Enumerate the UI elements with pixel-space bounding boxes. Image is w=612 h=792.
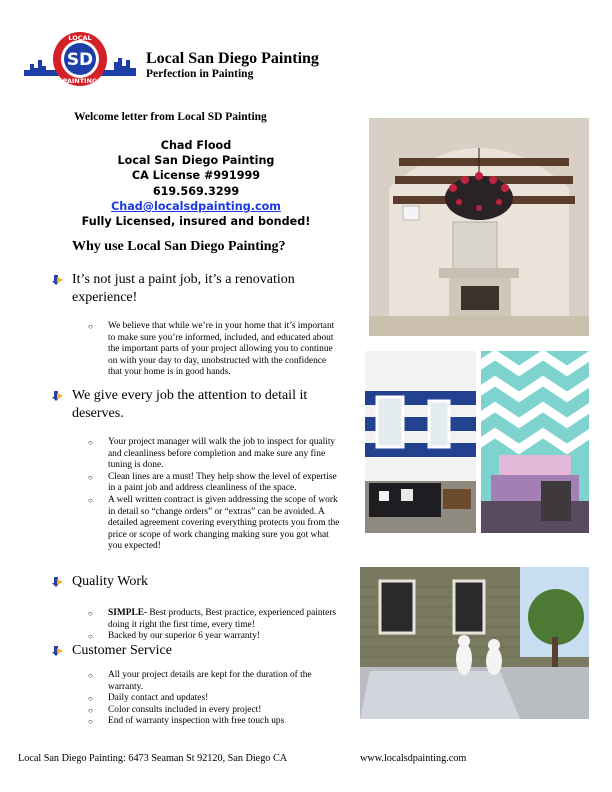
arrow-bullet-icon: [52, 390, 64, 402]
welcome-heading: Welcome letter from Local SD Painting: [74, 111, 267, 123]
company-logo: [24, 30, 136, 88]
contact-credentials: Fully Licensed, insured and bonded!: [81, 215, 311, 229]
why-heading: Why use Local San Diego Painting?: [72, 239, 286, 254]
list-item: ○ Backed by our superior 6 year warranty!: [88, 631, 261, 642]
photo-house-exterior: [360, 567, 589, 719]
list-item: ○ We believe that while we’re in your home that it’s important to make sure you’re informed, included, and educated about the important parts of your project allowing you to continue on with your day to day, unobstructed with the confidence that your home is in good hands.: [88, 321, 335, 378]
contact-company: Local San Diego Painting: [117, 154, 275, 168]
logo-text-bottom: PAINTING: [62, 77, 98, 85]
photo-chevron-room: [481, 351, 589, 533]
contact-license: CA License #991999: [131, 169, 261, 183]
list-item: ○ SIMPLE- Best products, Best practice, experienced painters doing it right the first time, every time!: [88, 608, 337, 630]
arrow-bullet-icon: [52, 576, 64, 588]
footer-address: Local San Diego Painting: 6473 Seaman St 92120, San Diego CA: [18, 753, 288, 764]
list-item: ○ Your project manager will walk the job to inspect for quality and cleanliness before completion and make sure any fine tuning is done.: [88, 437, 336, 471]
bullet-list: [86, 321, 342, 379]
bullet-list: [86, 608, 342, 643]
tagline: Perfection in Painting: [146, 68, 254, 80]
photo-living-room: [369, 118, 589, 336]
list-item: ○ A well written contract is given addressing the scope of work in detail so “change orders” or “extras” can be avoided. A detailed agreement covering everything protects you from the price or scope of work changing making sure you got what you expected!: [88, 494, 340, 552]
arrow-bullet-icon: [52, 645, 64, 657]
arrow-bullet-icon: [52, 274, 64, 286]
company-name: Local San Diego Painting: [146, 50, 319, 67]
section-title: It’s not just a paint job, it’s a renovation experience!: [58, 271, 343, 307]
list-item: ○ Daily contact and updates!: [88, 693, 209, 704]
contact-block: [60, 138, 332, 229]
contact-name: Chad Flood: [160, 139, 232, 152]
section-title: Customer Service: [58, 642, 343, 660]
footer-website: www.localsdpainting.com: [360, 753, 467, 764]
contact-phone: 619.569.3299: [152, 184, 240, 198]
logo-text-top: LOCAL: [68, 34, 92, 42]
bullet-list: [86, 437, 342, 553]
logo-monogram: SD: [66, 50, 94, 70]
list-item: ○ Clean lines are a must! They help show the level of expertise in a paint job and address cleanliness of the space.: [88, 471, 337, 494]
list-item: ○ End of warranty inspection with free touch ups: [88, 716, 285, 727]
list-item: ○ Color consults included in every project!: [88, 704, 262, 715]
photo-striped-room: [365, 351, 476, 533]
section-title: Quality Work: [58, 573, 343, 591]
list-item: ○ All your project details are kept for the duration of the warranty.: [88, 670, 312, 692]
section-title: We give every job the attention to detail it deserves.: [58, 387, 343, 423]
contact-email-link[interactable]: Chad@localsdpainting.com: [111, 199, 281, 213]
bullet-list: [86, 670, 342, 728]
